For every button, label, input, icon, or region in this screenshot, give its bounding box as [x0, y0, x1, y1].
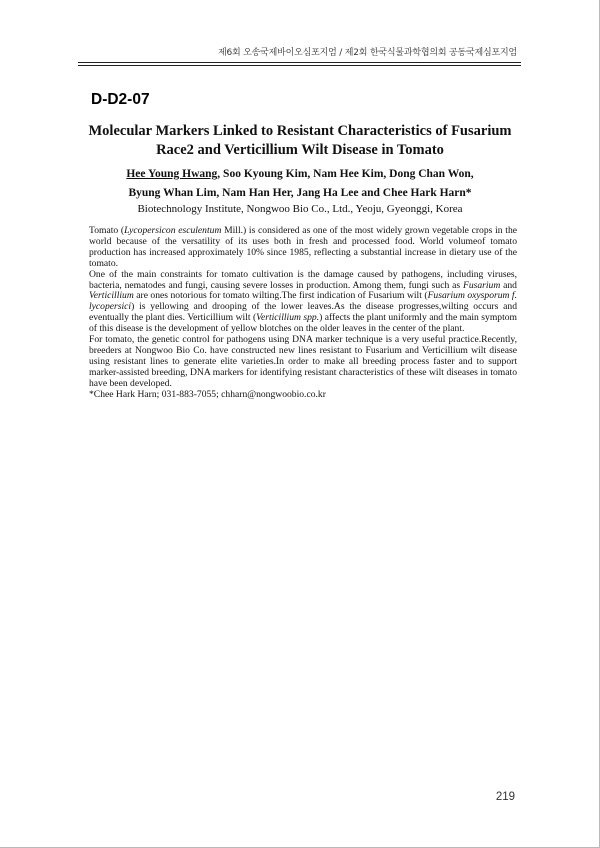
corresponding-author-contact: *Chee Hark Harn; 031-883-7055; chharn@nongwoobio.co.kr — [89, 388, 326, 400]
authors-line-2: Byung Whan Lim, Nam Han Her, Jang Ha Lee and Chee Hark Harn* — [128, 187, 472, 199]
running-header: 제6회 오송국제바이오심포지엄 / 제2회 한국식물과학협의회 공동국제심포지엄 — [218, 48, 517, 58]
genus-name: Verticillium — [89, 290, 134, 302]
authors-rest-line-1: , Soo Kyoung Kim, Nam Hee Kim, Dong Chan Won, — [217, 168, 474, 180]
text-run: One of the main constraints for tomato cultivation is the damage caused by pathogens, including viruses, bacteria, nematodes and fungi, causing severe losses in production. Among them, fungi such as — [89, 268, 517, 291]
text-run: are ones notorious for tomato wilting.The first indication of Fusarium wilt ( — [133, 290, 428, 302]
session-code: D-D2-07 — [91, 91, 150, 108]
text-run: ) is yellowing and drooping of the lower leaves.As the disease progresses,wilting occurs and eventually the plant dies. Verticillium wilt ( — [89, 301, 517, 324]
abstract-paragraph — [89, 226, 517, 270]
text-run: ) affects the plant uniformly and the main symptom of this disease is the development of yellow blotches on the older leaves in the center of the plant. — [89, 312, 517, 335]
abstract-paragraph: For tomato, the genetic control for pathogens using DNA marker technique is a very useful practice.Recently, breeders at Nongwoo Bio Co. have constructed new lines resistant to Fusarium and Verticillium wilt disease using resistant lines to generate elite varieties.In order to make all breeding process faster and to support marker-assisted breeding, DNA markers for identifying resistant characteristics of these wilt diseases in tomato have been developed. — [89, 334, 517, 389]
genus-name: Fusarium — [462, 279, 501, 291]
header-rule — [78, 62, 521, 66]
affiliation: Biotechnology Institute, Nongwoo Bio Co., Ltd., Yeoju, Gyeonggi, Korea — [137, 203, 463, 215]
page-number: 219 — [495, 791, 515, 803]
authors-line-1 — [80, 165, 520, 184]
presenting-author: Hee Young Hwang — [126, 168, 218, 180]
title-line-2: Race2 and Verticillium Wilt Disease in Tomato — [156, 142, 444, 158]
abstract-body — [89, 226, 517, 401]
species-name: Verticillium spp. — [256, 312, 320, 324]
author-list — [80, 165, 520, 203]
species-name: Lycopersicon esculentum — [124, 225, 222, 236]
text-run: Tomato ( — [89, 225, 125, 236]
paper-title — [80, 122, 520, 160]
text-run: and — [500, 279, 517, 291]
title-line-1: Molecular Markers Linked to Resistant Characteristics of Fusarium — [88, 123, 512, 139]
text-run: Mill.) is considered as one of the most widely grown vegetable crops in the world because of the versatility of its uses both in fresh and processed food. World volumeof tomato production has increased approximately 10% since 1985, reflecting a substantial increase in dietary use of the tomato. — [89, 225, 517, 269]
species-name: Fusarium oxysporum f. lycopersici — [89, 290, 517, 313]
abstract-paragraph — [89, 270, 517, 335]
